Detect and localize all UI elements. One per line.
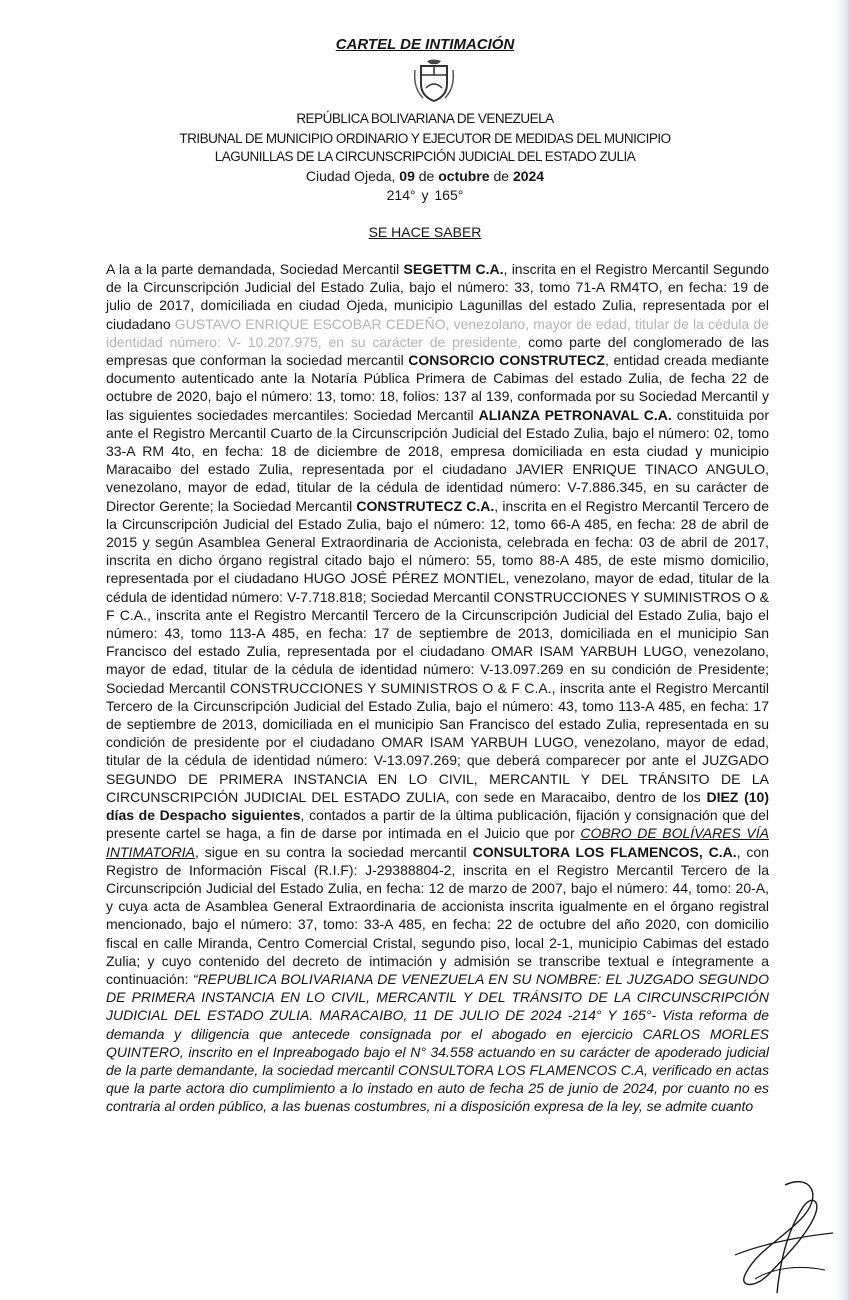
body-segment: DIEZ (10) días de Despacho siguientes (106, 788, 769, 824)
body-segment: GUSTAVO ENRIQUE ESCOBAR CEDEÑO, venezolano, mayor de edad, titular de la cédula de identidad número: V- 10.207.975, en su carácter de presidente, (106, 315, 769, 350)
court-heading-line-2: LAGUNILLAS DE LA CIRCUNSCRIPCIÓN JUDICIAL DEL ESTADO ZULIA (214, 149, 636, 164)
date-city: Ciudad Ojeda, (305, 168, 400, 184)
body-segment: CONSORCIO CONSTRUTECZ (408, 352, 605, 369)
body-segment: “REPUBLICA BOLIVARIANA DE VENEZUELA EN SU NOMBRE: EL JUZGADO SEGUNDO DE PRIMERA INSTANCIA EN LO CIVIL, MERCANTIL Y DEL TRÁNSITO DE LA CIRCUNSCRIPCIÓN JUDICIAL DEL ESTADO ZULIA. MARACAIBO, 11 DE JULIO DE 2024 -214° Y 165°- Vista reforma de demanda y diligencia que antecede consignada por el abogado en ejercicio CARLOS MORLES QUINTERO, inscrito en el Inpreabogado bajo el N° 34.558 actuando en su carácter de apoderado judicial de la parte demandante, la sociedad mercantil CONSULTORA LOS FLAMENCOS C.A, verificado en actas que la parte actora dio cumplimiento a lo instado en auto de fecha 25 de junio de 2024, por cuanto no es contraria al orden público, a las buenas costumbres, ni a disposición expresa de la ley, se admite cuanto (106, 970, 769, 1115)
date-sep-2: de (489, 168, 513, 184)
body-segment: , con Registro de Información Fiscal (R.I.F): J-29388804-2, inscrita en el Registro Mercantil Tercero de la Circunscripción Judicial del Estado Zulia, en fecha: 12 de marzo de 2007, bajo el número: 44, tomo: 20-A, y cuya acta de Asamblea General Extraordinaria de accionista inscrita igualmente en el órgano registral mencionado, bajo el número: 37, tomo: 33-A 485, en fecha: 22 de octubre del año 2020, con domicilio fiscal en calle Miranda, Centro Comercial Cristal, segundo piso, local 2-1, municipio Cabimas del estado Zulia; y cuyo contenido del decreto de intimación y admisión se transcribe textual e íntegramente a continuación: (106, 843, 769, 987)
body-segment: A la a la parte demandada, Sociedad Mercantil (106, 261, 404, 277)
body-segment: , contados a partir de la última publicación, fijación y consignación que del presente cartel se haga, a fin de darse por intimada en el Juicio que por (106, 807, 770, 842)
place-and-date (0, 168, 850, 184)
se-hace-saber-heading: SE HACE SABER (368, 224, 482, 240)
body-segment: ALIANZA PETRONAVAL C.A. (478, 406, 672, 423)
date-month: octubre (438, 168, 490, 184)
notice-body (106, 260, 769, 1116)
body-segment: CONSULTORA LOS FLAMENCOS, C.A. (472, 843, 737, 860)
date-year: 2024 (512, 168, 545, 184)
body-segment: SEGETTM C.A. (403, 261, 504, 277)
body-segment: , inscrita en el Registro Mercantil Segundo de la Circunscripción Judicial del Estado Zulia, bajo el número: 33, tomo 71-A RM4TO, en fecha: 19 de julio de 2017, domiciliada en ciudad Ojeda, municipio Lagunillas del estado Zulia, representada por el ciudadano (106, 261, 770, 332)
independence-years: 214° y 165° (386, 187, 464, 203)
date-sep: de (414, 168, 439, 184)
body-segment: constituida por ante el Registro Mercantil Cuarto de la Circunscripción Judicial del Estado Zulia, bajo el número: 02, tomo 33-A RM 4to, en fecha: 18 de diciembre de 2018, empresa domiciliada en esta ciudad y municipio Maracaibo del estado Zulia, representada por el ciudadano JAVIER ENRIQUE TINACO ANGULO, venezolano, mayor de edad, titular de la cédula de identidad número: V-7.886.345, en su carácter de Director Gerente; la Sociedad Mercantil (106, 406, 769, 514)
body-segment: , sigue en su contra la sociedad mercantil (194, 843, 473, 860)
court-heading-line-1: TRIBUNAL DE MUNICIPIO ORDINARIO Y EJECUTOR DE MEDIDAS DEL MUNICIPIO (179, 131, 671, 146)
date-day: 09 (399, 168, 415, 184)
document-title: CARTEL DE INTIMACIÓN (335, 36, 515, 53)
body-segment: CONSTRUTECZ C.A. (356, 497, 495, 514)
handwritten-signature (715, 1175, 840, 1300)
coat-of-arms-icon (411, 58, 457, 104)
body-segment: COBRO DE BOLÍVARES VÍA INTIMATORIA (106, 825, 769, 860)
body-segment: como parte del conglomerado de las empresas que conforman la sociedad mercantil (106, 333, 770, 369)
republic-heading: REPÚBLICA BOLIVARIANA DE VENEZUELA (296, 111, 554, 126)
body-segment: , inscrita en el Registro Mercantil Tercero de la Circunscripción Judicial del Estado Zulia, bajo el número: 12, tomo 66-A 485, en fecha: 28 de abril de 2015 y según Asamblea General Extraordinaria de Accionista, celebrada en fecha: 03 de abril de 2017, inscrita en dicho órgano registral citado bajo el número: 55, tomo 88-A 485, de este mismo domicilio, representada por el ciudadano HUGO JOSÉ PÉREZ MONTIEL, venezolano, mayor de edad, titular de la cédula de identidad número: V-7.718.818; Sociedad Mercantil CONSTRUCCIONES Y SUMINISTROS O & F C.A., inscrita ante el Registro Mercantil Tercero de la Circunscripción Judicial del Estado Zulia, bajo el número: 43, tomo 113-A 485, en fecha: 17 de septiembre de 2013, domiciliada en el municipio San Francisco del estado Zulia, representada por el ciudadano OMAR ISAM YARBUH LUGO, venezolano, mayor de edad, titular de la cédula de identidad número: V-13.097.269 en su condición de Presidente; Sociedad Mercantil CONSTRUCCIONES Y SUMINISTROS O & F C.A., inscrita ante el Registro Mercantil Tercero de la Circunscripción Judicial del Estado Zulia, bajo el número: 43, tomo 113-A 485, en fecha: 17 de septiembre de 2013, domiciliada en el municipio San Francisco del estado Zulia, representada en su condición de presidente por el ciudadano OMAR ISAM YARBUH LUGO, venezolano, mayor de edad, titular de la cédula de identidad número: V-13.097.269; que deberá comparecer por ante el JUZGADO SEGUNDO DE PRIMERA INSTANCIA EN LO CIVIL, MERCANTIL Y DEL TRÁNSITO DE LA CIRCUNSCRIPCIÓN JUDICIAL DEL ESTADO ZULIA, con sede en Maracaibo, dentro de los (106, 497, 770, 805)
body-segment: , entidad creada mediante documento autenticado ante la Notaría Pública Primera de Cabimas del estado Zulia, de fecha 22 de octubre de 2020, bajo el número: 13, tomo: 18, folios: 137 al 139, conformada por su Sociedad Mercantil y las siguientes sociedades mercantiles: Sociedad Mercantil (106, 352, 770, 423)
